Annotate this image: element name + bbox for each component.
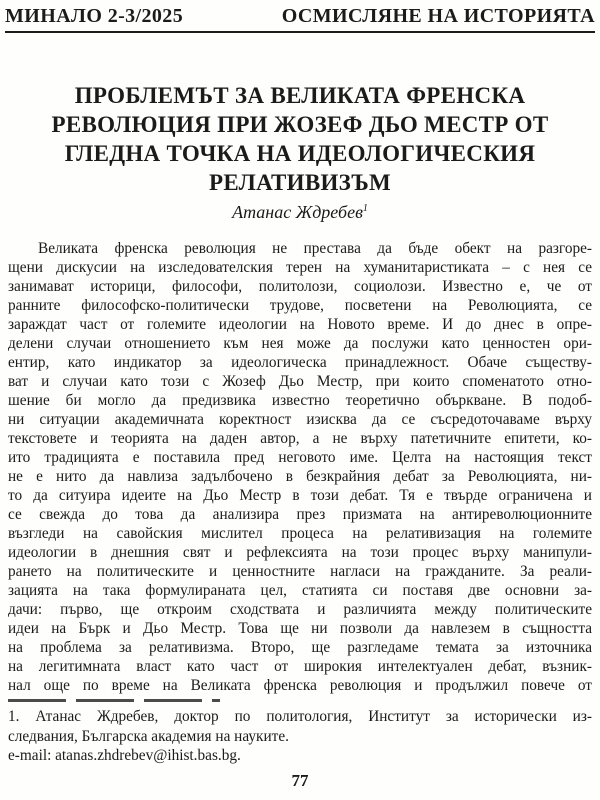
body-text-line: шение би могло да предизвика известно теоретично объркване. В подоб-: [8, 392, 592, 409]
author-name: Атанас Ждребев: [232, 202, 363, 222]
body-text-line: то да ситуира идеите на Дьо Местр в този дебат. Тя е твърде ограничена и: [8, 487, 592, 504]
body-text-line: дачи: първо, ще откроим сходствата и различията между политическите: [8, 601, 592, 618]
article-title-line: РЕЛАТИВИЗЪМ: [208, 170, 392, 195]
body-text-line: нал още по време на Великата френска революция и продължил повече от: [8, 677, 592, 694]
body-text-line: ентир, като индикатор за идеологическа принадлежност. Обаче съществу-: [8, 354, 592, 371]
body-text-line: рането на политическите и ценностните нагласи на гражданите. За реали-: [8, 563, 592, 580]
body-text-line: занимават историци, философи, политолози, социолози. Известно е, че от: [8, 278, 592, 295]
body-text-line: на проблема за релативизма. Второ, ще разгледаме темата за източника: [8, 639, 592, 656]
journal-issue: МИНАЛО 2-3/2025: [5, 5, 184, 27]
article-title-line: РЕВОЛЮЦИЯ ПРИ ЖОЗЕФ ДЬО МЕСТР ОТ: [51, 112, 549, 137]
page-number: 77: [291, 770, 309, 790]
body-text-line: ито традицията е поставила пред неговото име. Целта на настоящия текст: [8, 449, 592, 466]
body-text-line: Великата френска революция не престава да бъде обект на разгоре-: [38, 240, 592, 257]
body-paragraph: [8, 239, 592, 695]
article-title-line: ГЛЕДНА ТОЧКА НА ИДЕОЛОГИЧЕСКИЯ: [64, 141, 536, 166]
body-text-line: делени случаи отношението към нея може да послужи като ценностен ори-: [8, 335, 592, 352]
footnote-line: следвания, Българска академия на науките.: [8, 727, 289, 745]
body-text-line: се свежда до това да анализира през призмата на антиреволюционните: [8, 506, 592, 523]
footnote-separator-rule: [8, 699, 220, 702]
article-title-line: ПРОБЛЕМЪТ ЗА ВЕЛИКАТА ФРЕНСКА: [74, 83, 526, 108]
footnote: [8, 699, 592, 766]
body-text-line: идеи на Бърк и Дьо Местр. Това ще ни позволи да навлезем в същността: [8, 620, 592, 637]
body-text-line: зацията на така формулираната цел, статията си поставя две основни за-: [8, 582, 592, 599]
body-text-line: щени дискусии на изследователския терен на хуманитаристиката – с нея се: [8, 259, 592, 276]
body-text-line: ват и случаи като този с Жозеф Дьо Местр, при които споменатото отно-: [8, 373, 592, 390]
section-title: ОСМИСЛЯНЕ НА ИСТОРИЯТА: [281, 5, 595, 27]
body-text-line: на легитимната власт като част от широкия интелектуален дебат, възник-: [8, 658, 592, 675]
body-text-line: текстовете и теорията на даден автор, а не върху патетичните епитети, ко-: [8, 430, 592, 447]
body-text-line: не е нито да навлиза задълбочено в безкрайния дебат за Революцията, ни-: [8, 468, 592, 485]
article-title: [8, 81, 592, 197]
body-text-line: зараждат част от големите идеологии на Новото време. И до днес в опре-: [8, 316, 592, 333]
running-header: [5, 5, 595, 33]
author-line: [8, 200, 592, 224]
body-text-line: ни ситуации академичната коректност изисква да се съсредоточаваме върху: [8, 411, 592, 428]
body-text-line: възгледи на савойския мислител процеса на релативизация на големите: [8, 525, 592, 542]
footnote-line: e-mail: atanas.zhdrebev@ihist.bas.bg.: [8, 747, 241, 764]
body-text-line: идеологии в днешния свят и рефлексията на този процес върху манипули-: [8, 544, 592, 561]
body-text-line: ранните философско-политически трудове, посветени на Революцията, се: [8, 297, 592, 314]
author-footnote-mark: 1: [362, 203, 368, 214]
footnote-text: [8, 707, 592, 766]
footnote-line: 1. Атанас Ждребев, доктор по политология, Институт за исторически из-: [8, 708, 592, 725]
